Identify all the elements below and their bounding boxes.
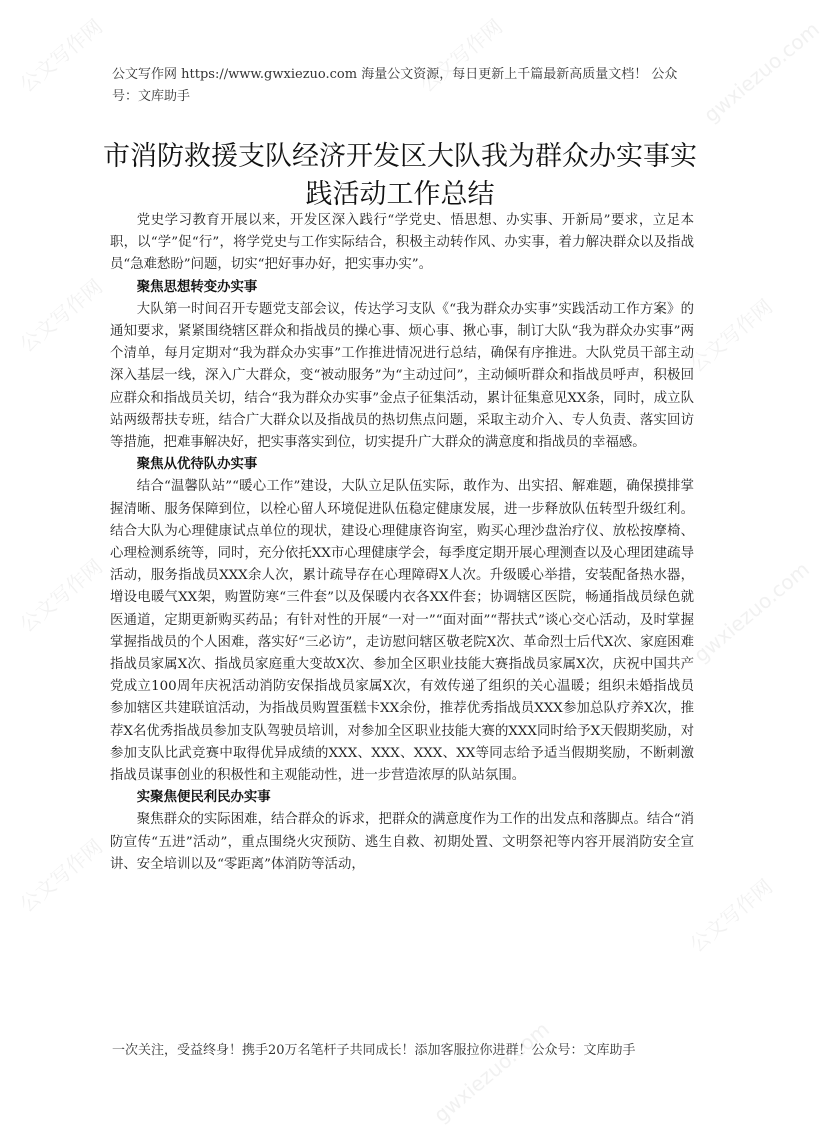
section-paragraph: 结合“温馨队站”“暖心工作”建设，大队立足队伍实际，敢作为、出实招、解难题，确保摸排掌握清晰、服务保障到位，以栓心留人环境促进队伍稳定健康发展，进一步释放队伍转型升级红利。结合大队为心理健康试点单位的现状，建设心理健康咨询室，购买心理沙盘治疗仪、放松按摩椅、心理检测系统等，同时，充分依托XX市心理健康学会，每季度定期开展心理测查以及心理团建疏导活动，服务指战员XXX余人次，累计疏导存在心理障碍X人次。升级暖心举措，安装配备热水器，增设电暖气XX架，购置防寒“三件套”以及保暖内衣各XX件套；协调辖区医院，畅通指战员绿色就医通道，定期更新购买药品；有针对性的开展“一对一”“面对面”“帮扶式”谈心交心活动，及时掌握掌握指战员的个人困难，落实好“三必访”，走访慰问辖区敬老院X次、革命烈士后代X次、家庭困难指战员家属X次、指战员家庭重大变故X次、参加全区职业技能大赛指战员家属X次，庆祝中国共产党成立100周年庆祝活动消防安保指战员家属X次，有效传递了组织的关心温暖；组织未婚指战员参加辖区共建联谊活动，为指战员购置蛋糕卡XX余份，推荐优秀指战员XXX参加总队疗养X次，推荐X名优秀指战员参加支队驾驶员培训，对参加全区职业技能大赛的XXX同时给予X天假期奖励，对参加支队比武竞赛中取得优异成绩的XXX、XXX、XXX、XX等同志给予适当假期奖励，不断刺激指战员谋事创业的积极性和主观能动性，进一步营造浓厚的队站氛围。 — [110, 479, 694, 784]
header-note: 公文写作网 https://www.gwxiezuo.com 海量公文资源，每日更新上千篇最新高质量文档！ 公众号：文库助手 — [112, 67, 678, 104]
section-heading: 聚焦思想转变办实事 — [136, 279, 258, 295]
watermark-text: 公文写作网 — [14, 14, 107, 97]
footer-note: 一次关注，受益终身！携手20万名笔杆子共同成长！添加客服拉你进群！公众号：文库助手 — [112, 1043, 636, 1058]
watermark-text: 公文写作网 — [684, 294, 777, 377]
section-paragraph: 聚焦群众的实际困难，结合群众的诉求，把群众的满意度作为工作的出发点和落脚点。结合“消防宣传“五进”活动”，重点围绕火灾预防、逃生自救、初期处置、文明祭祀等内容开展消防安全宣讲、安全培训以及“零距离”体消防等活动， — [110, 812, 694, 872]
document-title: 市消防救援支队经济开发区大队我为群众办实事实践活动工作总结 — [103, 141, 697, 210]
section-heading: 实聚焦便民利民办实事 — [136, 790, 271, 806]
watermark-text: gwxiezuo.com — [429, 1016, 554, 1127]
section-heading: 聚焦从优待队办实事 — [136, 457, 258, 473]
watermark-text: gwxiezuo.com — [689, 556, 814, 668]
watermark-text: 公文写作网 — [14, 834, 107, 917]
document-body — [110, 210, 694, 876]
watermark-text: 公文写作网 — [414, 14, 507, 97]
watermark-text: 公文写作网 — [14, 274, 107, 357]
watermark-text: 公文写作网 — [684, 874, 777, 957]
watermark-text: 公文写作网 — [14, 554, 107, 637]
watermark-text: gwxiezuo.com — [699, 16, 824, 128]
section-paragraph: 大队第一时间召开专题党支部会议，传达学习支队《“我为群众办实事”实践活动工作方案》的通知要求，紧紧围绕辖区群众和指战员的操心事、烦心事、揪心事，制订大队“我为群众办实事”两个清单，每月定期对“我为群众办实事”工作推进情况进行总结，确保有序推进。大队党员干部主动深入基层一线，深入广大群众，变“被动服务”为“主动过问”，主动倾听群众和指战员呼声，积极回应群众和指战员关切，结合“我为群众办实事”金点子征集活动，累计征集意见XX条，同时，成立队站两级帮扶专班，结合广大群众以及指战员的热切焦点问题，采取主动介入、专人负责、落实回访等措施，把难事解决好，把实事落实到位，切实提升广大群众的满意度和指战员的幸福感。 — [110, 301, 694, 451]
intro-paragraph: 党史学习教育开展以来，开发区深入践行“学党史、悟思想、办实事、开新局”要求，立足本职，以“学”促“行”，将学党史与工作实际结合，积极主动转作风、办实事，着力解决群众以及指战员“急难愁盼”问题，切实“把好事办好，把实事办实”。 — [110, 213, 694, 273]
